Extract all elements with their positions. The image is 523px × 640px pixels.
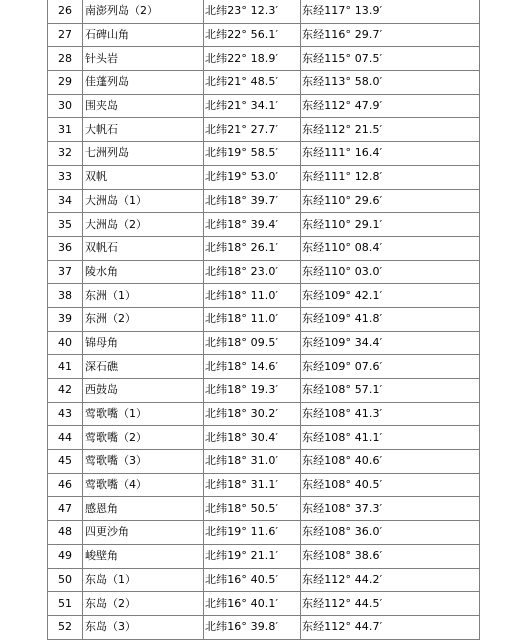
longitude-cell: 东经115° 07.5′ — [301, 47, 480, 71]
table-row — [48, 568, 480, 592]
table-row — [48, 142, 480, 166]
table-row — [48, 497, 480, 521]
table-body — [48, 0, 480, 639]
point-name-cell: 深石礁 — [83, 355, 204, 379]
table-row — [48, 47, 480, 71]
longitude-cell: 东经111° 16.4′ — [301, 142, 480, 166]
point-name-cell: 双帆石 — [83, 236, 204, 260]
latitude-cell: 北纬19° 53.0′ — [204, 165, 301, 189]
latitude-cell: 北纬19° 21.1′ — [204, 544, 301, 568]
point-name-cell: 陵水角 — [83, 260, 204, 284]
latitude-cell: 北纬18° 39.4′ — [204, 213, 301, 237]
row-number-cell: 48 — [48, 521, 83, 545]
point-name-cell: 针头岩 — [83, 47, 204, 71]
point-name-cell: 东洲（2） — [83, 307, 204, 331]
longitude-cell: 东经108° 57.1′ — [301, 379, 480, 403]
row-number-cell: 27 — [48, 23, 83, 47]
table-row — [48, 331, 480, 355]
table-row — [48, 71, 480, 95]
longitude-cell: 东经108° 41.3′ — [301, 402, 480, 426]
point-name-cell: 大帆石 — [83, 118, 204, 142]
latitude-cell: 北纬18° 11.0′ — [204, 284, 301, 308]
row-number-cell: 43 — [48, 402, 83, 426]
row-number-cell: 32 — [48, 142, 83, 166]
longitude-cell: 东经109° 07.6′ — [301, 355, 480, 379]
longitude-cell: 东经108° 40.6′ — [301, 450, 480, 474]
row-number-cell: 52 — [48, 615, 83, 639]
longitude-cell: 东经108° 41.1′ — [301, 426, 480, 450]
table-row — [48, 189, 480, 213]
point-name-cell: 佳蓬列岛 — [83, 71, 204, 95]
latitude-cell: 北纬18° 30.2′ — [204, 402, 301, 426]
latitude-cell: 北纬18° 19.3′ — [204, 379, 301, 403]
row-number-cell: 49 — [48, 544, 83, 568]
row-number-cell: 30 — [48, 94, 83, 118]
row-number-cell: 44 — [48, 426, 83, 450]
point-name-cell: 感恩角 — [83, 497, 204, 521]
table-row — [48, 544, 480, 568]
table-row — [48, 94, 480, 118]
latitude-cell: 北纬18° 09.5′ — [204, 331, 301, 355]
point-name-cell: 大洲岛（2） — [83, 213, 204, 237]
row-number-cell: 35 — [48, 213, 83, 237]
latitude-cell: 北纬18° 31.1′ — [204, 473, 301, 497]
longitude-cell: 东经112° 47.9′ — [301, 94, 480, 118]
latitude-cell: 北纬23° 12.3′ — [204, 0, 301, 23]
table-row — [48, 426, 480, 450]
longitude-cell: 东经108° 36.0′ — [301, 521, 480, 545]
longitude-cell: 东经110° 03.0′ — [301, 260, 480, 284]
point-name-cell: 大洲岛（1） — [83, 189, 204, 213]
latitude-cell: 北纬16° 40.5′ — [204, 568, 301, 592]
row-number-cell: 45 — [48, 450, 83, 474]
longitude-cell: 东经110° 29.1′ — [301, 213, 480, 237]
baseline-points-table — [47, 0, 480, 640]
longitude-cell: 东经109° 34.4′ — [301, 331, 480, 355]
row-number-cell: 38 — [48, 284, 83, 308]
table-row — [48, 236, 480, 260]
row-number-cell: 26 — [48, 0, 83, 23]
longitude-cell: 东经112° 44.2′ — [301, 568, 480, 592]
latitude-cell: 北纬21° 48.5′ — [204, 71, 301, 95]
row-number-cell: 41 — [48, 355, 83, 379]
point-name-cell: 峻壁角 — [83, 544, 204, 568]
table-row — [48, 118, 480, 142]
latitude-cell: 北纬22° 18.9′ — [204, 47, 301, 71]
latitude-cell: 北纬21° 27.7′ — [204, 118, 301, 142]
latitude-cell: 北纬18° 23.0′ — [204, 260, 301, 284]
row-number-cell: 37 — [48, 260, 83, 284]
point-name-cell: 双帆 — [83, 165, 204, 189]
row-number-cell: 50 — [48, 568, 83, 592]
table-row — [48, 165, 480, 189]
point-name-cell: 东岛（2） — [83, 592, 204, 616]
table-row — [48, 402, 480, 426]
longitude-cell: 东经117° 13.9′ — [301, 0, 480, 23]
latitude-cell: 北纬22° 56.1′ — [204, 23, 301, 47]
point-name-cell: 莺歌嘴（4） — [83, 473, 204, 497]
latitude-cell: 北纬18° 50.5′ — [204, 497, 301, 521]
latitude-cell: 北纬21° 34.1′ — [204, 94, 301, 118]
table-row — [48, 592, 480, 616]
longitude-cell: 东经112° 21.5′ — [301, 118, 480, 142]
longitude-cell: 东经108° 37.3′ — [301, 497, 480, 521]
longitude-cell: 东经111° 12.8′ — [301, 165, 480, 189]
row-number-cell: 47 — [48, 497, 83, 521]
point-name-cell: 莺歌嘴（1） — [83, 402, 204, 426]
latitude-cell: 北纬18° 39.7′ — [204, 189, 301, 213]
table-row — [48, 260, 480, 284]
longitude-cell: 东经110° 29.6′ — [301, 189, 480, 213]
latitude-cell: 北纬18° 30.4′ — [204, 426, 301, 450]
table-row — [48, 355, 480, 379]
longitude-cell: 东经113° 58.0′ — [301, 71, 480, 95]
table-row — [48, 213, 480, 237]
latitude-cell: 北纬16° 39.8′ — [204, 615, 301, 639]
point-name-cell: 围夹岛 — [83, 94, 204, 118]
longitude-cell: 东经109° 41.8′ — [301, 307, 480, 331]
point-name-cell: 西鼓岛 — [83, 379, 204, 403]
point-name-cell: 东岛（1） — [83, 568, 204, 592]
longitude-cell: 东经110° 08.4′ — [301, 236, 480, 260]
row-number-cell: 40 — [48, 331, 83, 355]
row-number-cell: 36 — [48, 236, 83, 260]
longitude-cell: 东经109° 42.1′ — [301, 284, 480, 308]
point-name-cell: 四更沙角 — [83, 521, 204, 545]
latitude-cell: 北纬16° 40.1′ — [204, 592, 301, 616]
latitude-cell: 北纬18° 31.0′ — [204, 450, 301, 474]
longitude-cell: 东经108° 38.6′ — [301, 544, 480, 568]
longitude-cell: 东经116° 29.7′ — [301, 23, 480, 47]
row-number-cell: 28 — [48, 47, 83, 71]
latitude-cell: 北纬18° 14.6′ — [204, 355, 301, 379]
point-name-cell: 石碑山角 — [83, 23, 204, 47]
table-row — [48, 284, 480, 308]
row-number-cell: 34 — [48, 189, 83, 213]
longitude-cell: 东经112° 44.5′ — [301, 592, 480, 616]
latitude-cell: 北纬19° 11.6′ — [204, 521, 301, 545]
point-name-cell: 锦母角 — [83, 331, 204, 355]
table-row — [48, 379, 480, 403]
row-number-cell: 42 — [48, 379, 83, 403]
point-name-cell: 七洲列岛 — [83, 142, 204, 166]
point-name-cell: 东洲（1） — [83, 284, 204, 308]
table-row — [48, 473, 480, 497]
table-row — [48, 307, 480, 331]
point-name-cell: 莺歌嘴（2） — [83, 426, 204, 450]
latitude-cell: 北纬18° 11.0′ — [204, 307, 301, 331]
table-row — [48, 615, 480, 639]
table-row — [48, 521, 480, 545]
latitude-cell: 北纬18° 26.1′ — [204, 236, 301, 260]
table-row — [48, 450, 480, 474]
row-number-cell: 51 — [48, 592, 83, 616]
row-number-cell: 33 — [48, 165, 83, 189]
latitude-cell: 北纬19° 58.5′ — [204, 142, 301, 166]
row-number-cell: 31 — [48, 118, 83, 142]
longitude-cell: 东经112° 44.7′ — [301, 615, 480, 639]
point-name-cell: 东岛（3） — [83, 615, 204, 639]
longitude-cell: 东经108° 40.5′ — [301, 473, 480, 497]
table-row — [48, 0, 480, 23]
row-number-cell: 39 — [48, 307, 83, 331]
point-name-cell: 南澎列岛（2） — [83, 0, 204, 23]
table-row — [48, 23, 480, 47]
row-number-cell: 46 — [48, 473, 83, 497]
point-name-cell: 莺歌嘴（3） — [83, 450, 204, 474]
row-number-cell: 29 — [48, 71, 83, 95]
